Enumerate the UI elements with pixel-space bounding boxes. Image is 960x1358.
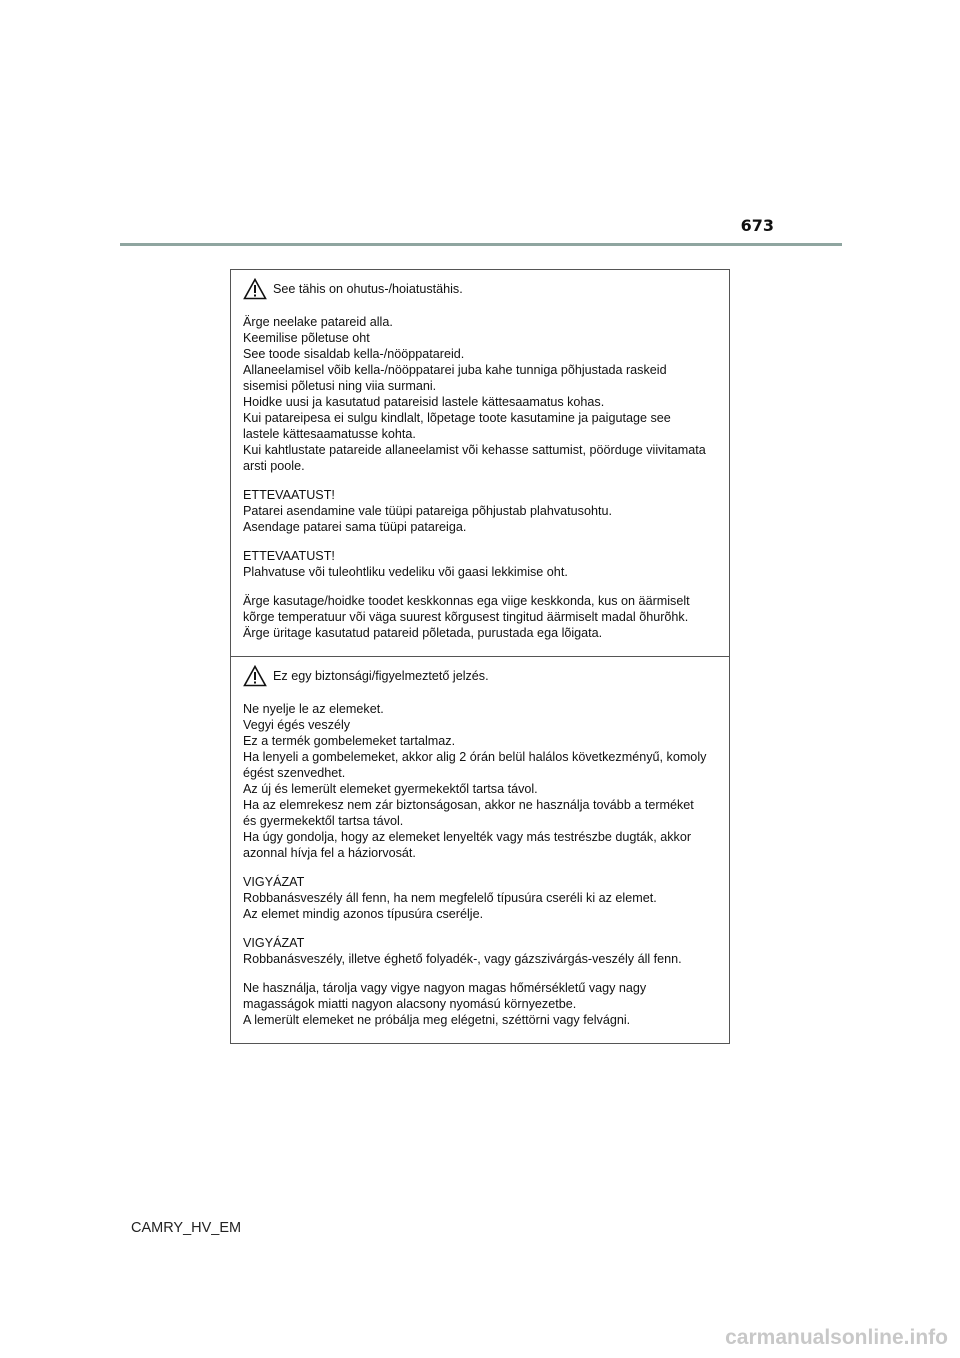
warning-triangle-icon [243, 278, 267, 300]
text-line: arsti poole. [243, 459, 305, 473]
text-line: See toode sisaldab kella-/nööppatareid. [243, 347, 465, 361]
text-line: lastele kättesaamatusse kohta. [243, 427, 416, 441]
paragraph [243, 487, 719, 535]
text-line: Ärge neelake patareid alla. [243, 315, 393, 329]
paragraph-list [243, 701, 719, 1028]
text-line: Allaneelamisel võib kella-/nööppatarei juba kahe tunniga põhjustada raskeid [243, 363, 667, 377]
text-line: Kui kahtlustate patareide allaneelamist või kehasse sattumist, pöörduge viivitamata [243, 443, 706, 457]
paragraph [243, 980, 719, 1028]
text-line: Ärge kasutage/hoidke toodet keskkonnas ega viige keskkonda, kus on äärmiselt [243, 594, 690, 608]
text-line: Ha úgy gondolja, hogy az elemeket lenyelték vagy más testrészbe dugták, akkor [243, 830, 692, 844]
text-line: Robbanásveszély, illetve éghető folyadék-, vagy gázszivárgás-veszély áll fenn. [243, 952, 682, 966]
paragraph [243, 935, 719, 967]
text-line: azonnal hívja fel a háziorvosát. [243, 846, 416, 860]
text-line: Az új és lemerült elemeket gyermekektől tartsa távol. [243, 782, 538, 796]
text-line: Kui patareipesa ei sulgu kindlalt, lõpetage toote kasutamine ja paigutage see [243, 411, 671, 425]
estonian-section [231, 270, 729, 656]
text-line: A lemerült elemeket ne próbálja meg elégetni, széttörni vagy felvágni. [243, 1013, 631, 1027]
text-line: Ne használja, tárolja vagy vigye nagyon magas hőmérsékletű vagy nagy [243, 981, 647, 995]
paragraph [243, 548, 719, 580]
text-line: Ne nyelje le az elemeket. [243, 702, 384, 716]
text-line: Asendage patarei sama tüüpi patareiga. [243, 520, 467, 534]
footer-model-code: CAMRY_HV_EM [131, 1220, 242, 1236]
text-line: magasságok miatti nagyon alacsony nyomású környezetbe. [243, 997, 577, 1011]
text-line: ETTEVAATUST! [243, 549, 335, 563]
text-line: sisemisi põletusi ning viia surmani. [243, 379, 437, 393]
text-line: ETTEVAATUST! [243, 488, 335, 502]
text-line: Hoidke uusi ja kasutatud patareisid lastele kättesaamatus kohas. [243, 395, 605, 409]
symbol-description: Ez egy biztonsági/figyelmeztető jelzés. [273, 669, 489, 683]
text-line: és gyermekektől tartsa távol. [243, 814, 404, 828]
paragraph [243, 701, 719, 861]
header-rule [120, 243, 842, 246]
text-line: Robbanásveszély áll fenn, ha nem megfelelő típusúra cseréli ki az elemet. [243, 891, 657, 905]
text-line: VIGYÁZAT [243, 875, 305, 889]
text-line: Keemilise põletuse oht [243, 331, 370, 345]
battery-warning-box [230, 269, 730, 1044]
symbol-description: See tähis on ohutus-/hoiatustähis. [273, 282, 463, 296]
text-line: VIGYÁZAT [243, 936, 305, 950]
text-line: Ez a termék gombelemeket tartalmaz. [243, 734, 456, 748]
paragraph [243, 874, 719, 922]
page-number: 673 [740, 216, 774, 235]
text-line: Ha az elemrekesz nem zár biztonságosan, akkor ne használja tovább a terméket [243, 798, 694, 812]
paragraph [243, 314, 719, 474]
hungarian-section [231, 656, 729, 1043]
text-line: kõrge temperatuur või väga suurest kõrgusest tingitud äärmiselt madal õhurõhk. [243, 610, 689, 624]
paragraph [243, 593, 719, 641]
symbol-line [243, 663, 719, 689]
text-line: égést szenvedhet. [243, 766, 346, 780]
text-line: Ha lenyeli a gombelemeket, akkor alig 2 órán belül halálos következményű, komoly [243, 750, 707, 764]
text-line: Patarei asendamine vale tüüpi patareiga põhjustab plahvatusohtu. [243, 504, 612, 518]
paragraph-list [243, 314, 719, 641]
warning-triangle-icon [243, 665, 267, 687]
text-line: Az elemet mindig azonos típusúra cserélje. [243, 907, 484, 921]
symbol-line [243, 276, 719, 302]
text-line: Ärge üritage kasutatud patareid põletada, purustada ega lõigata. [243, 626, 603, 640]
watermark: carmanualsonline.info [725, 1326, 948, 1349]
text-line: Vegyi égés veszély [243, 718, 351, 732]
text-line: Plahvatuse või tuleohtliku vedeliku või gaasi lekkimise oht. [243, 565, 568, 579]
